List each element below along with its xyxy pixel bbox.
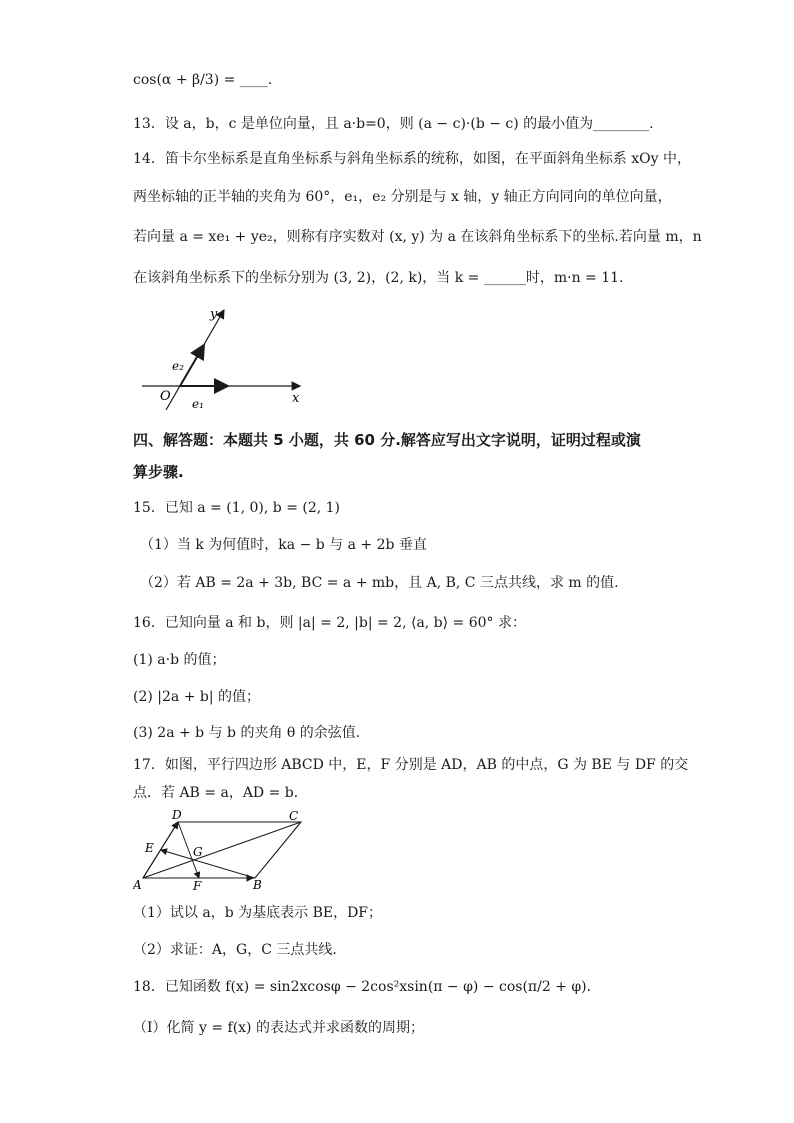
question-14-line3: 若向量 a = xe₁ + ye₂，则称有序实数对 (x, y) 为 a 在该斜角坐标系下的坐标.若向量 m，n (133, 229, 702, 245)
label-g: G (193, 845, 203, 859)
question-16-part2: (2) |2a + b| 的值； (133, 689, 261, 705)
question-16: 16．已知向量 a 和 b，则 |a| = 2, |b| = 2, ⟨a, b⟩ = 60° 求： (133, 615, 527, 631)
label-e1: e₁ (192, 397, 204, 411)
label-c: C (289, 809, 299, 823)
question-15-part1: （1）当 k 为何值时，ka − b 与 a + 2b 垂直 (140, 537, 427, 553)
section-4-heading-line1: 四、解答题：本题共 5 小题，共 60 分.解答应写出文字说明，证明过程或演 (133, 431, 641, 449)
section-4-heading-line2: 算步骤. (133, 463, 184, 481)
question-18: 18．已知函数 f(x) = sin2xcosφ − 2cos²xsin(π − φ) − cos(π/2 + φ)． (133, 979, 601, 995)
question-17-part1: （1）试以 a，b 为基底表示 BE，DF； (133, 905, 383, 921)
segment-be (161, 850, 255, 878)
question-15: 15．已知 a = (1, 0), b = (2, 1) (133, 500, 341, 516)
label-y: y (210, 307, 218, 322)
label-e2: e₂ (172, 359, 184, 373)
question-17-part2: （2）求证：A，G，C 三点共线． (133, 942, 347, 958)
question-17-line2: 点．若 AB = a，AD = b． (133, 785, 308, 801)
question-18-part1: （Ⅰ）化简 y = f(x) 的表达式并求函数的周期； (133, 1020, 424, 1036)
label-d: D (172, 808, 182, 822)
question-16-part1: (1) a·b 的值； (133, 652, 226, 668)
label-e: E (145, 841, 154, 855)
label-a: A (133, 878, 142, 892)
label-origin: O (160, 389, 171, 404)
question-14-line1: 14．笛卡尔坐标系是直角坐标系与斜角坐标系的统称，如图，在平面斜角坐标系 xOy 中， (133, 151, 691, 167)
oblique-coordinate-figure (140, 300, 320, 420)
label-b: B (253, 878, 262, 892)
question-16-part3: (3) 2a + b 与 b 的夹角 θ 的余弦值. (133, 725, 361, 741)
label-f: F (193, 879, 202, 892)
question-14-line4: 在该斜角坐标系下的坐标分别为 (3, 2)，(2, k)，当 k = ______时，m·n = 11. (133, 270, 624, 286)
question-17-line1: 17．如图，平行四边形 ABCD 中，E，F 分别是 AD，AB 的中点，G 为 BE 与 DF 的交 (133, 757, 689, 773)
parallelogram-figure (133, 806, 313, 892)
question-15-part2: （2）若 AB = 2a + 3b, BC = a + mb，且 A, B, C 三点共线，求 m 的值. (140, 575, 619, 591)
label-x: x (292, 391, 300, 406)
q12-tail: cos(α + β/3) = ____. (133, 72, 273, 88)
question-14-line2: 两坐标轴的正半轴的夹角为 60°，e₁，e₂ 分别是与 x 轴，y 轴正方向同向的单位向量， (133, 189, 672, 205)
question-13: 13．设 a，b，c 是单位向量，且 a·b=0，则 (a − c)·(b − c) 的最小值为________. (133, 116, 654, 132)
